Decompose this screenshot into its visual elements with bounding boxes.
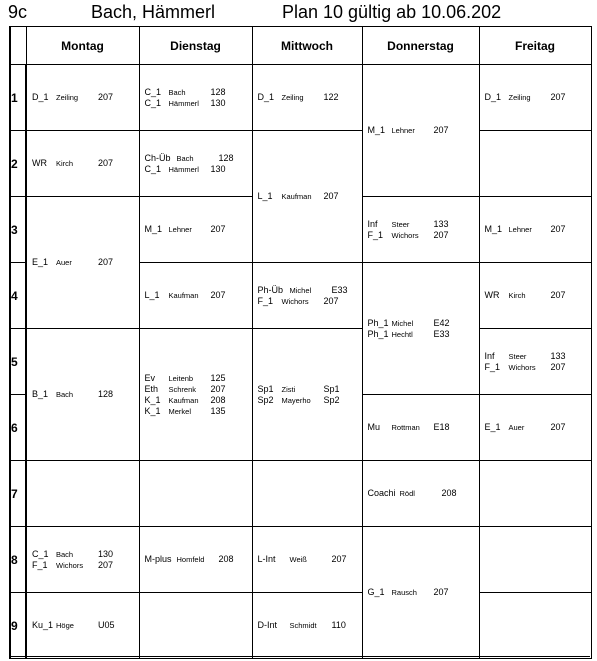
subject-code: G_1 xyxy=(367,587,385,597)
lesson-line xyxy=(27,257,139,268)
room-number: 130 xyxy=(98,548,114,559)
period-row-2 xyxy=(10,131,591,197)
period-number: 2 xyxy=(10,131,26,197)
teacher-name: Bach xyxy=(56,549,74,559)
lesson-line xyxy=(253,191,362,202)
teacher-name: Rottman xyxy=(391,423,420,432)
lesson-cell[interactable] xyxy=(479,329,591,395)
room-number: E18 xyxy=(433,422,450,432)
teacher-name: Bach xyxy=(56,390,74,399)
subject-code: F_1 xyxy=(484,361,501,372)
room-number: U05 xyxy=(98,620,115,630)
lesson-cell[interactable] xyxy=(252,593,362,659)
room-number: E33 xyxy=(331,284,348,295)
teacher-name: Michel xyxy=(289,285,312,295)
lesson-entry xyxy=(480,290,591,301)
room-number: 207 xyxy=(433,229,449,240)
lesson-entry xyxy=(27,158,139,169)
period-row-7 xyxy=(10,461,591,527)
lesson-line xyxy=(253,92,362,103)
subject-code: D_1 xyxy=(257,92,275,102)
lesson-cell[interactable] xyxy=(479,65,591,131)
teacher-name: Mayerho xyxy=(281,395,311,405)
teacher-name: Wichors xyxy=(391,230,419,240)
subject-code: K_1 xyxy=(144,394,161,405)
room-number: 207 xyxy=(550,361,566,372)
room-number: E33 xyxy=(433,328,450,339)
teacher-name: Bach xyxy=(168,87,186,97)
room-number: 122 xyxy=(323,92,339,102)
room-number: 207 xyxy=(98,158,114,168)
teacher-name: Wichors xyxy=(508,362,536,372)
lesson-entry xyxy=(27,257,139,268)
subject-code: K_1 xyxy=(144,405,161,416)
teacher-name: Lehner xyxy=(168,225,192,234)
room-number: 208 xyxy=(218,554,234,564)
lesson-cell[interactable] xyxy=(26,197,139,329)
subject-code: Ku_1 xyxy=(32,620,54,630)
lesson-line xyxy=(253,620,362,631)
room-number: 125 xyxy=(210,372,226,383)
subject-code: C_1 xyxy=(144,97,162,108)
room-number: 133 xyxy=(550,350,566,361)
lesson-cell[interactable] xyxy=(479,131,591,197)
class-teachers: Bach, Hämmerl xyxy=(91,2,216,22)
teacher-name: Weiß xyxy=(289,555,307,564)
period-row-5 xyxy=(10,329,591,395)
lesson-entry xyxy=(363,318,479,340)
teacher-name: Homfeld xyxy=(176,555,205,564)
subject-code: F_1 xyxy=(367,229,384,240)
subject-code: Ph_1 xyxy=(367,317,389,328)
subject-code: Sp2 xyxy=(257,394,274,405)
teacher-name: Steer xyxy=(391,219,410,229)
lesson-cell[interactable] xyxy=(139,263,252,329)
lesson-cell[interactable] xyxy=(26,65,139,131)
subject-code: M_1 xyxy=(367,125,386,135)
room-number: 128 xyxy=(218,152,234,163)
lesson-line xyxy=(480,422,591,433)
lesson-line xyxy=(480,290,591,301)
period-row-1 xyxy=(10,65,591,131)
lesson-entry xyxy=(363,219,479,241)
lesson-line xyxy=(140,224,252,235)
lesson-line xyxy=(27,620,139,631)
room-number: 207 xyxy=(550,92,566,102)
subject-code: L-Int xyxy=(257,554,276,564)
subject-code: Ph_1 xyxy=(367,328,389,339)
room-number: 207 xyxy=(210,383,226,394)
day-header-monday: Montag xyxy=(26,27,139,65)
day-header-wednesday: Mittwoch xyxy=(252,27,362,65)
lesson-cell[interactable] xyxy=(362,263,479,395)
period-row-8 xyxy=(10,527,591,593)
lesson-cell[interactable] xyxy=(362,65,479,197)
subject-code: C_1 xyxy=(144,163,162,174)
room-number: 207 xyxy=(323,295,339,306)
lesson-line xyxy=(253,296,362,307)
lesson-line xyxy=(27,158,139,169)
lesson-entry xyxy=(253,554,362,565)
lesson-cell[interactable] xyxy=(479,593,591,659)
lesson-cell[interactable] xyxy=(479,527,591,593)
subject-code: Ev xyxy=(144,372,156,383)
lesson-entry xyxy=(480,422,591,433)
lesson-entry xyxy=(253,620,362,631)
room-number: E42 xyxy=(433,317,450,328)
lesson-cell[interactable] xyxy=(139,461,252,527)
teacher-name: Bach xyxy=(176,153,194,163)
teacher-name: Leitenb xyxy=(168,373,194,383)
lesson-cell[interactable] xyxy=(252,263,362,329)
subject-code: D_1 xyxy=(484,92,502,102)
room-number: 133 xyxy=(433,218,449,229)
room-number: Sp2 xyxy=(323,394,340,405)
room-number: 110 xyxy=(331,620,346,630)
class-title: 9c xyxy=(8,2,28,22)
lesson-entry xyxy=(27,92,139,103)
subject-code: Ch-Üb xyxy=(144,152,171,163)
lesson-line xyxy=(253,384,362,395)
lesson-entry xyxy=(140,87,252,109)
period-row-9 xyxy=(10,593,591,659)
day-header-row xyxy=(10,27,591,65)
teacher-name: Kirch xyxy=(56,159,74,168)
lesson-entry xyxy=(363,422,479,433)
lesson-line xyxy=(363,587,479,598)
teacher-name: Kirch xyxy=(508,291,526,300)
lesson-cell[interactable] xyxy=(139,527,252,593)
room-number: 207 xyxy=(550,290,566,300)
teacher-name: Rödl xyxy=(399,489,415,498)
lesson-cell[interactable] xyxy=(26,527,139,593)
lesson-line xyxy=(480,351,591,362)
lesson-entry xyxy=(140,554,252,565)
lesson-line xyxy=(140,554,252,565)
lesson-line xyxy=(140,164,252,175)
teacher-name: Michel xyxy=(391,318,414,328)
bottom-divider xyxy=(9,656,590,661)
lesson-entry xyxy=(253,191,362,202)
teacher-name: Zeiling xyxy=(56,93,79,102)
lesson-line xyxy=(363,230,479,241)
lesson-line xyxy=(140,290,252,301)
lesson-cell[interactable] xyxy=(139,197,252,263)
subject-code: E_1 xyxy=(32,257,49,267)
lesson-entry xyxy=(27,389,139,400)
lesson-cell[interactable] xyxy=(362,527,479,659)
lesson-cell[interactable] xyxy=(362,197,479,263)
teacher-name: Rausch xyxy=(391,588,417,597)
lesson-cell[interactable] xyxy=(479,263,591,329)
lesson-cell[interactable] xyxy=(479,461,591,527)
lesson-entry xyxy=(363,587,479,598)
lesson-line xyxy=(480,92,591,103)
subject-code: M_1 xyxy=(144,224,163,234)
lesson-cell[interactable] xyxy=(479,197,591,263)
subject-code: WR xyxy=(484,290,500,300)
teacher-name: Lehner xyxy=(508,225,532,234)
subject-code: D-Int xyxy=(257,620,278,630)
lesson-entry xyxy=(480,224,591,235)
lesson-entry xyxy=(363,125,479,136)
lesson-line xyxy=(363,488,479,499)
lesson-cell[interactable] xyxy=(139,329,252,461)
teacher-name: Zeiling xyxy=(281,93,304,102)
period-number: 4 xyxy=(10,263,26,329)
room-number: 130 xyxy=(210,163,226,174)
subject-code: C_1 xyxy=(144,86,162,97)
subject-code: Ph-Üb xyxy=(257,284,284,295)
subject-code: D_1 xyxy=(32,92,49,102)
lesson-entry xyxy=(27,549,139,571)
teacher-name: Hämmerl xyxy=(168,164,199,174)
lesson-entry xyxy=(480,351,591,373)
lesson-line xyxy=(27,560,139,571)
lesson-cell[interactable] xyxy=(139,65,252,131)
lesson-cell[interactable] xyxy=(26,329,139,461)
teacher-name: Merkel xyxy=(168,406,192,416)
period-number: 8 xyxy=(10,527,26,593)
room-number: 207 xyxy=(210,290,226,300)
lesson-cell[interactable] xyxy=(139,131,252,197)
lesson-line xyxy=(253,285,362,296)
subject-code: C_1 xyxy=(32,548,49,559)
period-number: 3 xyxy=(10,197,26,263)
teacher-name: Höge xyxy=(56,621,74,630)
plan-validity: Plan 10 gültig ab 10.06.202 xyxy=(282,2,502,22)
room-number: 208 xyxy=(210,394,226,405)
subject-code: WR xyxy=(32,158,47,168)
room-number: 207 xyxy=(550,224,566,234)
subject-code: L_1 xyxy=(144,290,160,300)
teacher-name: Kaufman xyxy=(168,291,199,300)
lesson-line xyxy=(363,422,479,433)
lesson-entry xyxy=(253,92,362,103)
lesson-line xyxy=(253,554,362,565)
lesson-line xyxy=(140,153,252,164)
subject-code: F_1 xyxy=(257,295,274,306)
lesson-cell[interactable] xyxy=(362,395,479,461)
room-number: 130 xyxy=(210,97,226,108)
lesson-line xyxy=(27,389,139,400)
period-number: 1 xyxy=(10,65,26,131)
subject-code: Eth xyxy=(144,383,159,394)
room-number: 208 xyxy=(441,488,457,498)
lesson-cell[interactable] xyxy=(252,65,362,131)
room-number: 207 xyxy=(98,559,114,570)
teacher-name: Hechtl xyxy=(391,329,413,339)
lesson-cell[interactable] xyxy=(362,461,479,527)
period-number: 7 xyxy=(10,461,26,527)
teacher-name: Kaufman xyxy=(168,395,199,405)
day-header-thursday: Donnerstag xyxy=(362,27,479,65)
lesson-entry xyxy=(140,153,252,175)
room-number: 207 xyxy=(210,224,226,234)
subject-code: Inf xyxy=(484,350,495,361)
room-number: 207 xyxy=(323,191,339,201)
day-header-tuesday: Dienstag xyxy=(139,27,252,65)
lesson-line xyxy=(140,373,252,384)
lesson-cell[interactable] xyxy=(26,461,139,527)
corner-cell xyxy=(10,27,26,65)
subject-code: L_1 xyxy=(257,191,273,201)
lesson-line xyxy=(363,125,479,136)
room-number: Sp1 xyxy=(323,383,340,394)
lesson-line xyxy=(363,318,479,329)
teacher-name: Wichors xyxy=(56,560,84,570)
period-number: 6 xyxy=(10,395,26,461)
lesson-cell[interactable] xyxy=(139,593,252,659)
teacher-name: Zisti xyxy=(281,384,296,394)
lesson-line xyxy=(140,87,252,98)
subject-code: Mu xyxy=(367,422,381,432)
room-number: 128 xyxy=(210,86,226,97)
lesson-cell[interactable] xyxy=(26,131,139,197)
room-number: 128 xyxy=(98,389,114,399)
room-number: 207 xyxy=(433,587,449,597)
subject-code: Sp1 xyxy=(257,383,274,394)
teacher-name: Schrenk xyxy=(168,384,197,394)
teacher-name: Kaufman xyxy=(281,192,312,201)
lesson-entry xyxy=(140,290,252,301)
room-number: 207 xyxy=(331,554,347,564)
timetable xyxy=(9,26,592,659)
lesson-line xyxy=(140,406,252,417)
lesson-entry xyxy=(140,224,252,235)
subject-code: F_1 xyxy=(32,559,48,570)
subject-code: Coachi xyxy=(367,488,396,498)
lesson-entry xyxy=(253,384,362,406)
lesson-cell[interactable] xyxy=(26,593,139,659)
teacher-name: Lehner xyxy=(391,126,415,135)
lesson-entry xyxy=(253,285,362,307)
lesson-cell[interactable] xyxy=(252,131,362,263)
lesson-line xyxy=(140,384,252,395)
room-number: 207 xyxy=(98,257,114,267)
lesson-entry xyxy=(27,620,139,631)
lesson-line xyxy=(480,224,591,235)
subject-code: M_1 xyxy=(484,224,503,234)
lesson-entry xyxy=(140,373,252,417)
teacher-name: Auer xyxy=(56,258,72,267)
lesson-cell[interactable] xyxy=(252,527,362,593)
subject-code: B_1 xyxy=(32,389,49,399)
lesson-line xyxy=(140,395,252,406)
lesson-line xyxy=(363,329,479,340)
day-header-friday: Freitag xyxy=(479,27,591,65)
room-number: 207 xyxy=(433,125,449,135)
teacher-name: Steer xyxy=(508,351,527,361)
lesson-line xyxy=(363,219,479,230)
room-number: 207 xyxy=(98,92,114,102)
teacher-name: Schmidt xyxy=(289,621,317,630)
teacher-name: Hämmerl xyxy=(168,98,199,108)
subject-code: Inf xyxy=(367,218,378,229)
lesson-cell[interactable] xyxy=(252,461,362,527)
subject-code: E_1 xyxy=(484,422,501,432)
lesson-cell[interactable] xyxy=(252,329,362,461)
teacher-name: Auer xyxy=(508,423,525,432)
period-number: 5 xyxy=(10,329,26,395)
lesson-line xyxy=(253,395,362,406)
lesson-line xyxy=(480,362,591,373)
lesson-entry xyxy=(363,488,479,499)
period-number: 9 xyxy=(10,593,26,659)
room-number: 207 xyxy=(550,422,566,432)
lesson-line xyxy=(27,549,139,560)
lesson-cell[interactable] xyxy=(479,395,591,461)
subject-code: M-plus xyxy=(144,554,172,564)
teacher-name: Zeiling xyxy=(508,93,531,102)
lesson-line xyxy=(140,98,252,109)
room-number: 135 xyxy=(210,405,226,416)
lesson-entry xyxy=(480,92,591,103)
teacher-name: Wichors xyxy=(281,296,309,306)
lesson-line xyxy=(27,92,139,103)
